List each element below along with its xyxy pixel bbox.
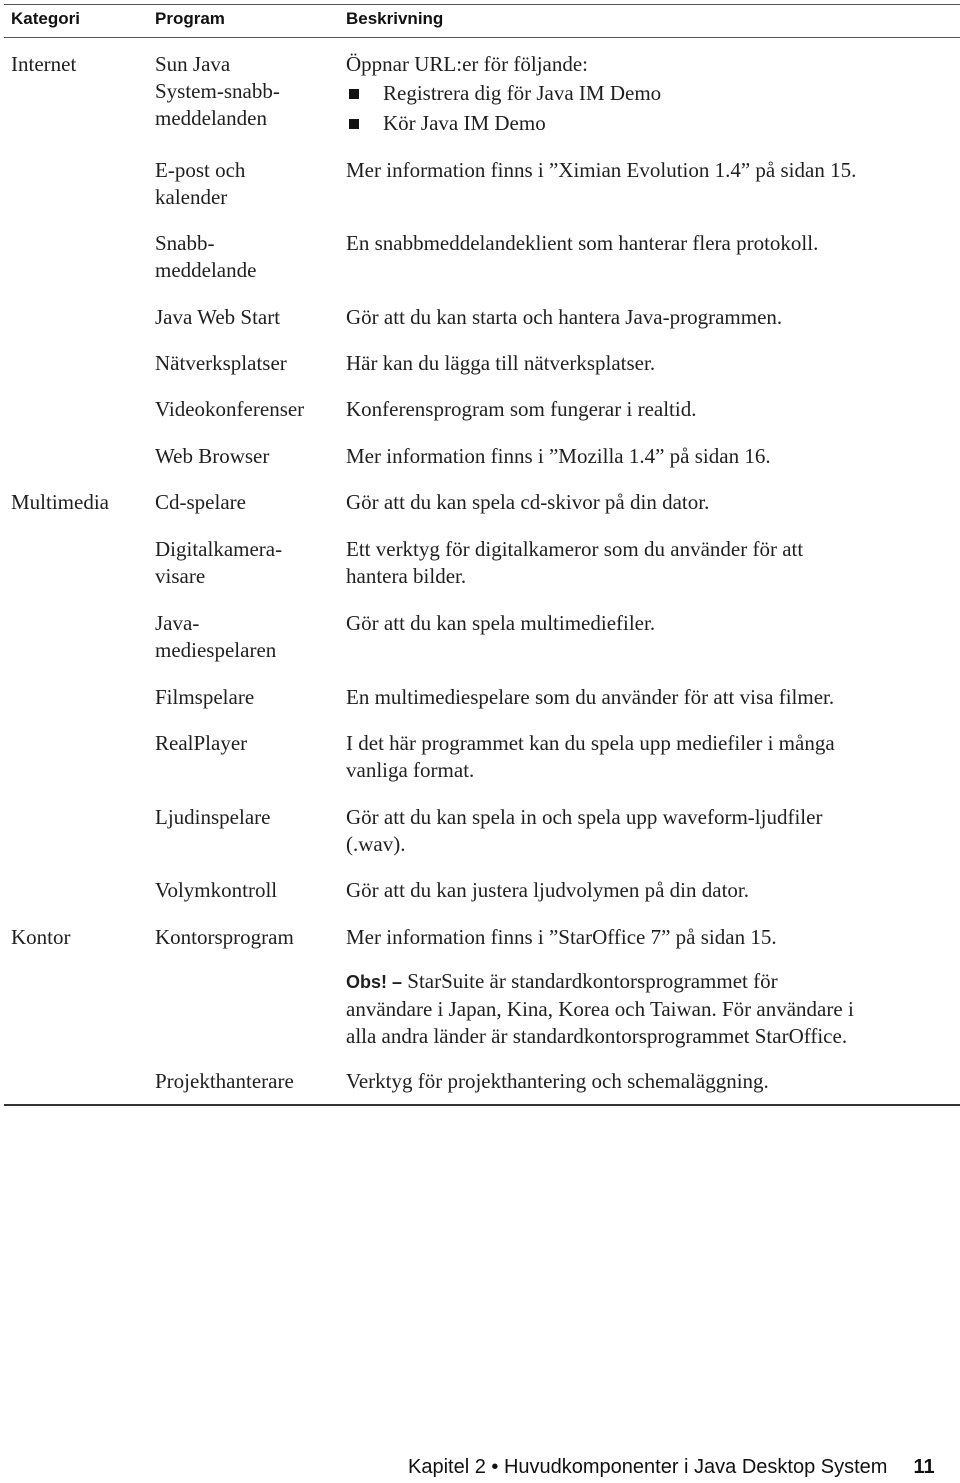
description-email-calendar: Mer information finns i ”Ximian Evolution 1.4” på sidan 15. (346, 158, 857, 182)
category-multimedia: Multimedia (11, 490, 109, 514)
description-office-suite: Mer information finns i ”StarOffice 7” på sidan 15. (346, 925, 777, 949)
header-category: Kategori (11, 9, 80, 28)
description-web-browser: Mer information finns i ”Mozilla 1.4” på sidan 16. (346, 444, 771, 468)
program-java-media-player: Java- mediespelaren (155, 611, 277, 662)
program-video-conference: Videokonferenser (155, 397, 305, 421)
header-description: Beskrivning (346, 9, 444, 28)
category-office: Kontor (11, 925, 71, 949)
description-cd-player: Gör att du kan spela cd-skivor på din dator. (346, 490, 710, 514)
description-video-conference: Konferensprogram som fungerar i realtid. (346, 397, 697, 421)
header-rule (4, 37, 960, 38)
note-starsuite: Obs! – StarSuite är standardkontorsprogrammet för användare i Japan, Kina, Korea och Taiwan. För användare i alla andra länder är standardkontorsprogrammet StarOffice. (346, 969, 854, 1048)
program-instant-messenger: Snabb- meddelande (155, 231, 257, 282)
program-web-browser: Web Browser (155, 444, 270, 468)
table-bottom-rule (4, 1104, 960, 1106)
description-java-web-start: Gör att du kan starta och hantera Java-programmen. (346, 305, 783, 329)
program-sun-java-im: Sun Java System-snabb- meddelanden (155, 52, 280, 130)
page-footer (408, 1456, 935, 1479)
description-camera-viewer: Ett verktyg för digitalkameror som du använder för att hantera bilder. (346, 537, 804, 588)
program-camera-viewer: Digitalkamera- visare (155, 537, 283, 588)
description-network-places: Här kan du lägga till nätverksplatser. (346, 351, 656, 375)
page-number: 11 (913, 1456, 935, 1478)
chapter-title: Kapitel 2 • Huvudkomponenter i Java Desktop System (408, 1456, 888, 1478)
description-realplayer: I det här programmet kan du spela upp mediefiler i många vanliga format. (346, 731, 835, 782)
program-cd-player: Cd-spelare (155, 490, 246, 514)
square-bullet-icon (349, 119, 359, 129)
square-bullet-icon (349, 89, 359, 99)
program-project-manager: Projekthanterare (155, 1069, 294, 1093)
description-instant-messenger: En snabbmeddelandeklient som hanterar flera protokoll. (346, 231, 819, 255)
program-realplayer: RealPlayer (155, 731, 248, 755)
header-program: Program (155, 9, 225, 28)
program-network-places: Nätverksplatser (155, 351, 287, 375)
table-top-rule (4, 4, 960, 5)
description-java-media-player: Gör att du kan spela multimediefiler. (346, 611, 656, 635)
description-movie-player: En multimediespelare som du använder för att visa filmer. (346, 685, 835, 709)
description-sound-recorder: Gör att du kan spela in och spela upp waveform-ljudfiler (.wav). (346, 805, 823, 856)
program-movie-player: Filmspelare (155, 685, 255, 709)
program-java-web-start: Java Web Start (155, 305, 281, 329)
program-volume-control: Volymkontroll (155, 878, 278, 902)
program-office-suite: Kontorsprogram (155, 925, 294, 949)
description-project-manager: Verktyg för projekthantering och schemaläggning. (346, 1069, 769, 1093)
program-email-calendar: E-post och kalender (155, 158, 246, 209)
description-volume-control: Gör att du kan justera ljudvolymen på din dator. (346, 878, 749, 902)
note-label: Obs! – (346, 972, 403, 992)
category-internet: Internet (11, 52, 77, 76)
description-sun-java-im: Öppnar URL:er för följande: Registrera dig för Java IM Demo Kör Java IM Demo (346, 52, 662, 135)
program-sound-recorder: Ljudinspelare (155, 805, 271, 829)
